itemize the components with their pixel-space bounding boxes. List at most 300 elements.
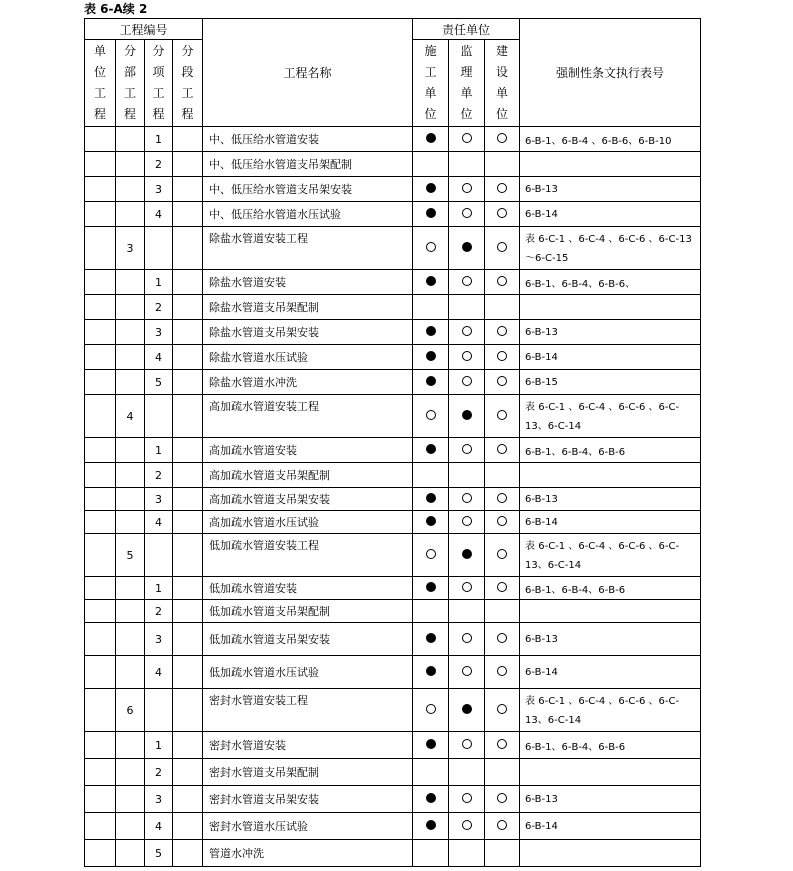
- division-number-cell: [116, 295, 145, 320]
- project-name-cell: 高加疏水管道支吊架安装: [203, 488, 413, 511]
- division-number-cell: [116, 732, 145, 759]
- division-number-cell: [116, 270, 145, 295]
- item-number-cell: [145, 689, 173, 732]
- form-number-header: 强制性条文执行表号: [520, 19, 701, 127]
- owner-mark-cell: [485, 295, 520, 320]
- construction-mark-cell: [413, 813, 449, 840]
- project-name-cell: 除盐水管道水冲洗: [203, 370, 413, 395]
- supervision-mark-cell: [449, 127, 485, 152]
- empty-circle-icon: [462, 326, 472, 336]
- owner-mark-cell: [485, 840, 520, 867]
- filled-circle-icon: [426, 633, 436, 643]
- table-caption: 表 6-A续 2: [84, 2, 148, 16]
- empty-circle-icon: [497, 376, 507, 386]
- table-row: [85, 689, 701, 732]
- item-number-cell: 3: [145, 488, 173, 511]
- form-number-cell: [520, 840, 701, 867]
- item-number-cell: 4: [145, 511, 173, 534]
- construction-mark-cell: [413, 689, 449, 732]
- item-number-cell: 4: [145, 345, 173, 370]
- owner-mark-cell: [485, 177, 520, 202]
- empty-circle-icon: [497, 133, 507, 143]
- division-number-cell: [116, 320, 145, 345]
- owner-mark-cell: [485, 623, 520, 656]
- section-number-cell: [173, 463, 203, 488]
- supervision-mark-cell: [449, 295, 485, 320]
- table-row: [85, 623, 701, 656]
- filled-circle-icon: [426, 666, 436, 676]
- item-number-cell: 4: [145, 656, 173, 689]
- form-number-cell: 6-B-1、6-B-4 、6-B-6、6-B-10: [520, 127, 701, 152]
- empty-circle-icon: [497, 326, 507, 336]
- section-number-cell: [173, 813, 203, 840]
- filled-circle-icon: [426, 444, 436, 454]
- table-row: [85, 732, 701, 759]
- empty-circle-icon: [462, 739, 472, 749]
- unit-project-cell: [85, 534, 116, 577]
- owner-mark-cell: [485, 534, 520, 577]
- filled-circle-icon: [426, 326, 436, 336]
- table-header: [85, 19, 701, 127]
- empty-circle-icon: [497, 666, 507, 676]
- empty-circle-icon: [462, 133, 472, 143]
- table-row: [85, 813, 701, 840]
- unit-project-cell: [85, 623, 116, 656]
- item-number-cell: 1: [145, 732, 173, 759]
- form-number-cell: [520, 759, 701, 786]
- responsible-units-header: 责任单位: [413, 19, 520, 40]
- construction-mark-cell: [413, 177, 449, 202]
- construction-unit-header: 施 工 单 位: [413, 40, 449, 127]
- construction-mark-cell: [413, 320, 449, 345]
- supervision-mark-cell: [449, 813, 485, 840]
- supervision-mark-cell: [449, 270, 485, 295]
- form-number-cell: 6-B-1、6-B-4、6-B-6、: [520, 270, 701, 295]
- owner-mark-cell: [485, 577, 520, 600]
- unit-project-cell: [85, 127, 116, 152]
- empty-circle-icon: [497, 444, 507, 454]
- empty-circle-icon: [497, 633, 507, 643]
- unit-project-cell: [85, 438, 116, 463]
- construction-mark-cell: [413, 438, 449, 463]
- table-row: [85, 656, 701, 689]
- supervision-mark-cell: [449, 759, 485, 786]
- construction-mark-cell: [413, 534, 449, 577]
- form-number-cell: 表 6-C-1 、6-C-4 、6-C-6 、6-C-13、6-C-14: [520, 534, 701, 577]
- project-name-cell: 除盐水管道安装工程: [203, 227, 413, 270]
- form-number-cell: 6-B-13: [520, 786, 701, 813]
- section-number-cell: [173, 577, 203, 600]
- supervision-mark-cell: [449, 534, 485, 577]
- item-number-cell: 1: [145, 270, 173, 295]
- item-number-cell: 3: [145, 177, 173, 202]
- owner-mark-cell: [485, 370, 520, 395]
- owner-mark-cell: [485, 127, 520, 152]
- empty-circle-icon: [462, 516, 472, 526]
- section-number-cell: [173, 438, 203, 463]
- section-number-cell: [173, 534, 203, 577]
- section-number-cell: [173, 759, 203, 786]
- filled-circle-icon: [462, 704, 472, 714]
- division-number-cell: [116, 840, 145, 867]
- filled-circle-icon: [462, 410, 472, 420]
- project-name-cell: 低加疏水管道安装: [203, 577, 413, 600]
- section-number-cell: [173, 295, 203, 320]
- empty-circle-icon: [462, 276, 472, 286]
- unit-project-cell: [85, 600, 116, 623]
- empty-circle-icon: [497, 704, 507, 714]
- form-number-cell: 表 6-C-1 、6-C-4 、6-C-6 、6-C-13、6-C-14: [520, 395, 701, 438]
- table-row: [85, 511, 701, 534]
- section-number-cell: [173, 656, 203, 689]
- table-row: [85, 759, 701, 786]
- filled-circle-icon: [426, 493, 436, 503]
- supervision-mark-cell: [449, 227, 485, 270]
- construction-mark-cell: [413, 759, 449, 786]
- form-number-cell: 6-B-14: [520, 813, 701, 840]
- table-row: [85, 577, 701, 600]
- unit-project-cell: [85, 152, 116, 177]
- construction-mark-cell: [413, 732, 449, 759]
- empty-circle-icon: [497, 820, 507, 830]
- filled-circle-icon: [426, 582, 436, 592]
- unit-project-header: 单 位 工 程: [85, 40, 116, 127]
- item-number-cell: 3: [145, 320, 173, 345]
- supervision-mark-cell: [449, 177, 485, 202]
- owner-mark-cell: [485, 202, 520, 227]
- empty-circle-icon: [426, 410, 436, 420]
- table-row: [85, 152, 701, 177]
- owner-mark-cell: [485, 813, 520, 840]
- division-number-cell: [116, 623, 145, 656]
- item-number-cell: 2: [145, 463, 173, 488]
- project-name-cell: 低加疏水管道支吊架配制: [203, 600, 413, 623]
- item-number-cell: 2: [145, 152, 173, 177]
- item-number-cell: 5: [145, 370, 173, 395]
- supervision-mark-cell: [449, 732, 485, 759]
- section-number-cell: [173, 270, 203, 295]
- supervision-mark-cell: [449, 511, 485, 534]
- table-row: [85, 202, 701, 227]
- construction-mark-cell: [413, 295, 449, 320]
- construction-mark-cell: [413, 395, 449, 438]
- form-number-cell: 6-B-1、6-B-4、6-B-6: [520, 577, 701, 600]
- form-number-cell: [520, 600, 701, 623]
- division-number-cell: [116, 438, 145, 463]
- project-name-cell: 高加疏水管道支吊架配制: [203, 463, 413, 488]
- construction-mark-cell: [413, 227, 449, 270]
- construction-mark-cell: [413, 370, 449, 395]
- owner-mark-cell: [485, 320, 520, 345]
- project-name-cell: 除盐水管道安装: [203, 270, 413, 295]
- empty-circle-icon: [497, 242, 507, 252]
- owner-unit-header: 建 设 单 位: [485, 40, 520, 127]
- empty-circle-icon: [462, 444, 472, 454]
- empty-circle-icon: [462, 820, 472, 830]
- division-number-cell: [116, 202, 145, 227]
- construction-mark-cell: [413, 345, 449, 370]
- owner-mark-cell: [485, 786, 520, 813]
- supervision-mark-cell: [449, 689, 485, 732]
- construction-mark-cell: [413, 623, 449, 656]
- filled-circle-icon: [426, 183, 436, 193]
- division-number-cell: [116, 511, 145, 534]
- division-number-cell: [116, 656, 145, 689]
- division-number-cell: [116, 488, 145, 511]
- section-number-cell: [173, 202, 203, 227]
- table-row: [85, 370, 701, 395]
- project-name-cell: 密封水管道安装工程: [203, 689, 413, 732]
- section-number-cell: [173, 370, 203, 395]
- supervision-mark-cell: [449, 623, 485, 656]
- project-name-cell: 除盐水管道支吊架配制: [203, 295, 413, 320]
- construction-mark-cell: [413, 511, 449, 534]
- section-number-cell: [173, 177, 203, 202]
- unit-project-cell: [85, 656, 116, 689]
- unit-project-cell: [85, 577, 116, 600]
- supervision-mark-cell: [449, 577, 485, 600]
- unit-project-cell: [85, 732, 116, 759]
- section-number-cell: [173, 127, 203, 152]
- supervision-mark-cell: [449, 152, 485, 177]
- table-row: [85, 840, 701, 867]
- empty-circle-icon: [497, 351, 507, 361]
- owner-mark-cell: [485, 656, 520, 689]
- item-number-cell: 1: [145, 438, 173, 463]
- project-name-cell: 低加疏水管道支吊架安装: [203, 623, 413, 656]
- owner-mark-cell: [485, 511, 520, 534]
- table-row: [85, 345, 701, 370]
- unit-project-cell: [85, 295, 116, 320]
- supervision-mark-cell: [449, 656, 485, 689]
- table-row: [85, 786, 701, 813]
- empty-circle-icon: [497, 739, 507, 749]
- empty-circle-icon: [462, 351, 472, 361]
- unit-project-cell: [85, 840, 116, 867]
- section-number-cell: [173, 395, 203, 438]
- construction-mark-cell: [413, 202, 449, 227]
- empty-circle-icon: [462, 666, 472, 676]
- division-number-cell: [116, 600, 145, 623]
- supervision-unit-header: 监 理 单 位: [449, 40, 485, 127]
- unit-project-cell: [85, 689, 116, 732]
- item-number-cell: 1: [145, 127, 173, 152]
- supervision-mark-cell: [449, 600, 485, 623]
- supervision-mark-cell: [449, 840, 485, 867]
- construction-mark-cell: [413, 656, 449, 689]
- section-number-cell: [173, 320, 203, 345]
- empty-circle-icon: [462, 376, 472, 386]
- filled-circle-icon: [462, 242, 472, 252]
- project-name-cell: 中、低压给水管道支吊架配制: [203, 152, 413, 177]
- form-number-cell: [520, 152, 701, 177]
- owner-mark-cell: [485, 270, 520, 295]
- section-number-cell: [173, 511, 203, 534]
- section-project-header: 分 段 工 程: [173, 40, 203, 127]
- owner-mark-cell: [485, 438, 520, 463]
- item-number-cell: 2: [145, 295, 173, 320]
- empty-circle-icon: [497, 549, 507, 559]
- division-number-cell: [116, 577, 145, 600]
- division-number-cell: [116, 463, 145, 488]
- unit-project-cell: [85, 227, 116, 270]
- form-number-cell: 6-B-14: [520, 202, 701, 227]
- construction-mark-cell: [413, 152, 449, 177]
- item-number-cell: 3: [145, 786, 173, 813]
- division-project-header: 分 部 工 程: [116, 40, 145, 127]
- division-number-cell: [116, 786, 145, 813]
- unit-project-cell: [85, 488, 116, 511]
- supervision-mark-cell: [449, 370, 485, 395]
- division-number-cell: 6: [116, 689, 145, 732]
- project-name-cell: 低加疏水管道水压试验: [203, 656, 413, 689]
- table-row: [85, 438, 701, 463]
- form-number-cell: 6-B-14: [520, 656, 701, 689]
- empty-circle-icon: [497, 276, 507, 286]
- owner-mark-cell: [485, 600, 520, 623]
- construction-mark-cell: [413, 786, 449, 813]
- form-number-cell: [520, 463, 701, 488]
- empty-circle-icon: [497, 516, 507, 526]
- owner-mark-cell: [485, 689, 520, 732]
- form-number-cell: [520, 295, 701, 320]
- project-name-cell: 密封水管道支吊架配制: [203, 759, 413, 786]
- unit-project-cell: [85, 759, 116, 786]
- table-row: [85, 295, 701, 320]
- table-row: [85, 463, 701, 488]
- supervision-mark-cell: [449, 488, 485, 511]
- division-number-cell: [116, 152, 145, 177]
- supervision-mark-cell: [449, 438, 485, 463]
- project-name-cell: 中、低压给水管道水压试验: [203, 202, 413, 227]
- owner-mark-cell: [485, 152, 520, 177]
- unit-project-cell: [85, 370, 116, 395]
- form-number-cell: 6-B-1、6-B-4、6-B-6: [520, 438, 701, 463]
- section-number-cell: [173, 840, 203, 867]
- item-number-cell: [145, 227, 173, 270]
- filled-circle-icon: [426, 376, 436, 386]
- owner-mark-cell: [485, 345, 520, 370]
- table-row: [85, 227, 701, 270]
- filled-circle-icon: [426, 351, 436, 361]
- table-row: [85, 488, 701, 511]
- section-number-cell: [173, 689, 203, 732]
- construction-mark-cell: [413, 577, 449, 600]
- table-row: [85, 127, 701, 152]
- table-row: [85, 320, 701, 345]
- form-number-cell: 表 6-C-1 、6-C-4 、6-C-6 、6-C-13～6-C-15: [520, 227, 701, 270]
- item-number-cell: 3: [145, 623, 173, 656]
- owner-mark-cell: [485, 732, 520, 759]
- construction-mark-cell: [413, 600, 449, 623]
- construction-mark-cell: [413, 127, 449, 152]
- item-number-cell: 2: [145, 759, 173, 786]
- empty-circle-icon: [462, 633, 472, 643]
- project-table: [84, 18, 701, 867]
- supervision-mark-cell: [449, 786, 485, 813]
- project-name-cell: 密封水管道水压试验: [203, 813, 413, 840]
- section-number-cell: [173, 488, 203, 511]
- unit-project-cell: [85, 463, 116, 488]
- empty-circle-icon: [462, 582, 472, 592]
- item-number-cell: [145, 395, 173, 438]
- item-number-cell: 5: [145, 840, 173, 867]
- section-number-cell: [173, 152, 203, 177]
- empty-circle-icon: [497, 793, 507, 803]
- construction-mark-cell: [413, 463, 449, 488]
- unit-project-cell: [85, 320, 116, 345]
- form-number-cell: 6-B-13: [520, 623, 701, 656]
- empty-circle-icon: [497, 183, 507, 193]
- group-code-header: 工程编号: [85, 19, 203, 40]
- division-number-cell: [116, 345, 145, 370]
- section-number-cell: [173, 786, 203, 813]
- supervision-mark-cell: [449, 345, 485, 370]
- item-number-cell: 1: [145, 577, 173, 600]
- section-number-cell: [173, 345, 203, 370]
- form-number-cell: 6-B-13: [520, 320, 701, 345]
- empty-circle-icon: [462, 793, 472, 803]
- project-name-header: 工程名称: [203, 19, 413, 127]
- empty-circle-icon: [462, 183, 472, 193]
- empty-circle-icon: [497, 493, 507, 503]
- form-number-cell: 6-B-13: [520, 488, 701, 511]
- filled-circle-icon: [462, 549, 472, 559]
- unit-project-cell: [85, 177, 116, 202]
- division-number-cell: [116, 177, 145, 202]
- project-name-cell: 高加疏水管道水压试验: [203, 511, 413, 534]
- supervision-mark-cell: [449, 320, 485, 345]
- form-number-cell: 6-B-13: [520, 177, 701, 202]
- table-body: [85, 127, 701, 867]
- section-number-cell: [173, 732, 203, 759]
- item-number-cell: 4: [145, 202, 173, 227]
- owner-mark-cell: [485, 395, 520, 438]
- unit-project-cell: [85, 345, 116, 370]
- section-number-cell: [173, 623, 203, 656]
- project-name-cell: 高加疏水管道安装工程: [203, 395, 413, 438]
- empty-circle-icon: [426, 704, 436, 714]
- project-name-cell: 除盐水管道支吊架安装: [203, 320, 413, 345]
- form-number-cell: 6-B-1、6-B-4、6-B-6: [520, 732, 701, 759]
- project-name-cell: 低加疏水管道安装工程: [203, 534, 413, 577]
- table-row: [85, 600, 701, 623]
- filled-circle-icon: [426, 820, 436, 830]
- division-number-cell: [116, 127, 145, 152]
- form-number-cell: 6-B-15: [520, 370, 701, 395]
- table-row: [85, 395, 701, 438]
- empty-circle-icon: [462, 208, 472, 218]
- table-row: [85, 270, 701, 295]
- form-number-cell: 6-B-14: [520, 345, 701, 370]
- owner-mark-cell: [485, 227, 520, 270]
- table-row: [85, 534, 701, 577]
- owner-mark-cell: [485, 463, 520, 488]
- item-number-cell: [145, 534, 173, 577]
- item-number-cell: 4: [145, 813, 173, 840]
- division-number-cell: [116, 759, 145, 786]
- construction-mark-cell: [413, 488, 449, 511]
- section-number-cell: [173, 600, 203, 623]
- unit-project-cell: [85, 202, 116, 227]
- empty-circle-icon: [426, 242, 436, 252]
- empty-circle-icon: [497, 582, 507, 592]
- unit-project-cell: [85, 511, 116, 534]
- item-number-cell: 2: [145, 600, 173, 623]
- division-number-cell: 5: [116, 534, 145, 577]
- division-number-cell: 3: [116, 227, 145, 270]
- project-name-cell: 中、低压给水管道支吊架安装: [203, 177, 413, 202]
